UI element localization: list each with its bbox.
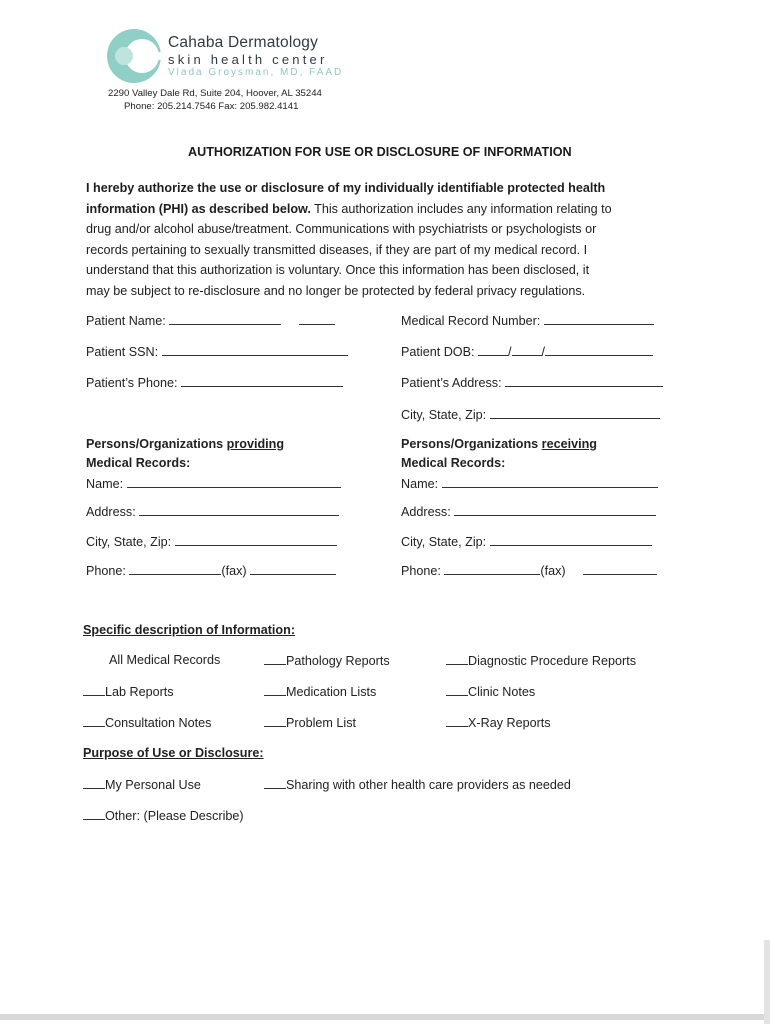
option-clinic-notes[interactable]	[446, 684, 535, 699]
receiving-city-field[interactable]	[401, 534, 652, 549]
option-personal-use[interactable]	[83, 777, 201, 792]
providing-fax-label: (fax)	[221, 564, 247, 578]
statement-line	[86, 178, 676, 199]
checkbox-line[interactable]	[83, 715, 105, 727]
mrn-line[interactable]	[544, 313, 654, 325]
patient-dob-field[interactable]	[401, 344, 653, 359]
dob-year-line[interactable]	[545, 344, 653, 356]
providing-city-line[interactable]	[175, 534, 337, 546]
receiving-name-line[interactable]	[442, 476, 658, 488]
option-consultation[interactable]	[83, 715, 211, 730]
patient-phone-label: Patient’s Phone:	[86, 376, 178, 390]
patient-name-line[interactable]	[169, 313, 281, 325]
clinic-logo-icon	[104, 26, 164, 86]
medical-record-number-field[interactable]	[401, 313, 654, 328]
option-label: All Medical Records	[109, 653, 221, 667]
receiving-phone-label: Phone:	[401, 564, 441, 578]
authorization-statement	[86, 178, 676, 302]
receiving-address-field[interactable]	[401, 504, 656, 519]
clinic-address: 2290 Valley Dale Rd, Suite 204, Hoover, AL 35244	[108, 88, 322, 99]
clinic-subtitle: skin health center	[168, 52, 328, 67]
option-other[interactable]	[83, 808, 244, 823]
patient-name-line-extra[interactable]	[299, 313, 335, 325]
providing-phone-field[interactable]	[86, 563, 336, 578]
receiving-heading-line2: Medical Records:	[401, 456, 506, 470]
checkbox-line[interactable]	[264, 653, 286, 665]
patient-city-line[interactable]	[490, 407, 660, 419]
option-label: Lab Reports	[105, 685, 174, 699]
form-title: AUTHORIZATION FOR USE OR DISCLOSURE OF INFORMATION	[188, 145, 572, 159]
receiving-name-label: Name:	[401, 477, 439, 491]
patient-ssn-label: Patient SSN:	[86, 345, 159, 359]
providing-address-line[interactable]	[139, 504, 339, 516]
receiving-city-line[interactable]	[490, 534, 652, 546]
receiving-heading-prefix: Persons/Organizations	[401, 437, 542, 451]
info-section-heading: Specific description of Information:	[83, 623, 296, 637]
statement-line: may be subject to re-disclosure and no longer be protected by federal privacy regulations.	[86, 283, 586, 298]
providing-city-field[interactable]	[86, 534, 337, 549]
option-lab[interactable]	[83, 684, 174, 699]
statement-line: understand that this authorization is voluntary. Once this information has been disclosed, it	[86, 263, 590, 278]
patient-ssn-line[interactable]	[162, 344, 348, 356]
patient-phone-line[interactable]	[181, 375, 343, 387]
option-all-records[interactable]	[109, 653, 220, 667]
option-label: Other: (Please Describe)	[105, 809, 244, 823]
option-sharing[interactable]	[264, 777, 571, 792]
option-label: Diagnostic Procedure Reports	[468, 654, 636, 668]
checkbox-line[interactable]	[264, 777, 286, 789]
providing-address-field[interactable]	[86, 504, 339, 519]
statement-line-bold: information (PHI) as described below.	[86, 201, 311, 216]
receiving-address-label: Address:	[401, 505, 451, 519]
patient-address-label: Patient’s Address:	[401, 376, 502, 390]
option-problem-list[interactable]	[264, 715, 356, 730]
option-label: Clinic Notes	[468, 685, 536, 699]
receiving-fax-line[interactable]	[583, 563, 657, 575]
option-pathology[interactable]	[264, 653, 390, 668]
scan-edge-right	[764, 940, 770, 1024]
mrn-label: Medical Record Number:	[401, 314, 541, 328]
option-label: Sharing with other health care providers as needed	[286, 778, 571, 792]
receiving-heading	[401, 437, 597, 451]
patient-address-field[interactable]	[401, 375, 663, 390]
statement-line-text: This authorization includes any information relating to	[310, 201, 612, 216]
patient-address-line[interactable]	[505, 375, 663, 387]
dob-separator: /	[508, 345, 512, 359]
dob-day-line[interactable]	[512, 344, 542, 356]
receiving-address-line[interactable]	[454, 504, 656, 516]
option-label: Problem List	[286, 716, 356, 730]
option-label: Medication Lists	[286, 685, 377, 699]
checkbox-line[interactable]	[83, 777, 105, 789]
checkbox-line[interactable]	[83, 808, 105, 820]
clinic-phone-fax: Phone: 205.214.7546 Fax: 205.982.4141	[124, 101, 299, 112]
option-medication[interactable]	[264, 684, 376, 699]
providing-heading-emph: providing	[226, 437, 285, 451]
statement-line: records pertaining to sexually transmitted diseases, if they are part of my medical record. I	[86, 242, 588, 257]
providing-heading-line2: Medical Records:	[86, 456, 191, 470]
statement-line-bold: I hereby authorize the use or disclosure of my individually identifiable protected health	[86, 181, 606, 195]
checkbox-line[interactable]	[264, 715, 286, 727]
patient-phone-field[interactable]	[86, 375, 343, 390]
providing-fax-line[interactable]	[250, 563, 336, 575]
clinic-doctor: Vlada Groysman, MD, FAAD	[168, 67, 344, 78]
patient-ssn-field[interactable]	[86, 344, 348, 359]
providing-address-label: Address:	[86, 505, 136, 519]
patient-dob-label: Patient DOB:	[401, 345, 475, 359]
providing-name-label: Name:	[86, 477, 124, 491]
statement-line: drug and/or alcohol abuse/treatment. Communications with psychiatrists or psychologists or	[86, 222, 597, 237]
patient-city-label: City, State, Zip:	[401, 408, 487, 422]
checkbox-line[interactable]	[264, 684, 286, 696]
receiving-phone-line[interactable]	[444, 563, 540, 575]
patient-name-field[interactable]	[86, 313, 335, 328]
providing-heading-prefix: Persons/Organizations	[86, 437, 227, 451]
purpose-section-heading: Purpose of Use or Disclosure:	[83, 746, 264, 760]
dob-month-line[interactable]	[478, 344, 508, 356]
checkbox-line[interactable]	[83, 684, 105, 696]
option-label: Consultation Notes	[105, 716, 212, 730]
patient-name-label: Patient Name:	[86, 314, 166, 328]
providing-city-label: City, State, Zip:	[86, 535, 172, 549]
checkbox-line[interactable]	[446, 684, 468, 696]
option-diagnostic[interactable]	[446, 653, 636, 668]
providing-phone-label: Phone:	[86, 564, 126, 578]
option-xray[interactable]	[446, 715, 551, 730]
patient-city-state-zip-field[interactable]	[401, 407, 660, 422]
statement-line	[86, 199, 676, 220]
option-label: Pathology Reports	[286, 654, 390, 668]
providing-name-line[interactable]	[127, 476, 341, 488]
providing-heading	[86, 437, 284, 451]
option-label: My Personal Use	[105, 778, 201, 792]
checkbox-line[interactable]	[446, 715, 468, 727]
checkbox-line[interactable]	[446, 653, 468, 665]
receiving-name-field[interactable]	[401, 476, 658, 491]
dob-separator: /	[541, 345, 545, 359]
receiving-fax-label: (fax)	[540, 564, 566, 578]
clinic-name: Cahaba Dermatology	[168, 34, 319, 51]
receiving-city-label: City, State, Zip:	[401, 535, 487, 549]
providing-phone-line[interactable]	[129, 563, 221, 575]
option-label: X-Ray Reports	[468, 716, 551, 730]
receiving-heading-emph: receiving	[541, 437, 597, 451]
scan-edge-bottom	[0, 1014, 770, 1020]
providing-name-field[interactable]	[86, 476, 341, 491]
receiving-phone-field[interactable]	[401, 563, 657, 578]
